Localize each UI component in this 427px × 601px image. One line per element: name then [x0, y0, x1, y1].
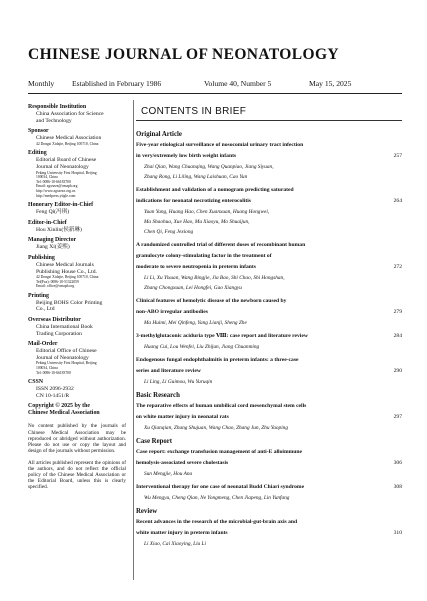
masthead-line: ISSN 2096-2932 — [36, 386, 74, 393]
article-title-line: in very/extremely low birth weight infants — [136, 153, 237, 159]
article-authors-line: Chen Qi, Feng Jexiong — [144, 229, 194, 235]
masthead-line: Journal of Neonatology — [36, 354, 89, 361]
masthead-section — [28, 220, 126, 234]
masthead-address-line: Peking University First Hospital, Beijing — [36, 170, 97, 175]
article-authors-line: Li Ling, Li Guimou, Wu Yuruqin — [144, 379, 213, 385]
masthead-section — [28, 403, 126, 417]
article-title-row — [136, 447, 402, 458]
article-page-number: 264 — [393, 198, 402, 204]
article-title-line: indications for neonatal necrotizing enterocolitis — [136, 198, 251, 204]
masthead-line: Hou Xinlin(侯新琳) — [36, 226, 82, 233]
article-page-number: 306 — [393, 460, 402, 466]
masthead-heading: Printing — [28, 292, 49, 299]
masthead-heading: Overseas Distributor — [28, 317, 81, 324]
masthead-heading: Editing — [28, 150, 47, 157]
article-entry — [136, 240, 402, 293]
article-title-line: granulocyte colony-stimulating factor in the treatment of — [136, 253, 272, 259]
article-entry — [136, 296, 402, 328]
article-title-row — [136, 331, 402, 342]
masthead-heading: Managing Director — [28, 237, 77, 244]
masthead-heading: CSSN — [28, 379, 44, 386]
article-page-number: 257 — [393, 153, 402, 159]
masthead-line: Editorial Office of Chinese — [36, 348, 97, 355]
masthead-address-line: 42 Dongsi Xidajie, Beijing 100710, China — [36, 141, 99, 146]
masthead-section — [28, 341, 126, 375]
masthead-address-line: Peking University First Hospital, Beijing — [36, 361, 97, 366]
article-title-line: The reparative effects of human umbilical cord mesenchymal stem cells — [136, 403, 307, 409]
article-authors-line: Yuan Yang, Huang Hao, Chen Xuanxuan, Huang Hongwei, — [144, 209, 270, 215]
article-authors-line: Wu Mengyu, Cheng Qian, Ne Yongmeng, Chen Jiapeng, Lin Yunfang — [144, 495, 290, 501]
contents-rule — [136, 120, 402, 121]
masthead-heading: Copyright © 2025 by the — [28, 403, 91, 410]
article-title-line: Five-year etiological surveillance of nosocomial urinary tract infection — [136, 142, 304, 148]
masthead-section — [28, 128, 126, 146]
masthead-address-line: 100034, China — [36, 366, 58, 371]
column-divider — [133, 100, 134, 580]
article-page-number: 284 — [393, 333, 402, 339]
copyright-notice: All articles published represent the opinions of the authors, and do not reflect the official policy of the Chinese Medical Association or the Editorial Board, unless this is clearly specified. — [28, 459, 126, 491]
article-authors-line: Zhai Qian, Wang Chuanqing, Wang Quanpiao, Jiang Siyuan, — [144, 164, 274, 170]
issue-established: Established in February 1986 — [72, 79, 162, 88]
masthead-address-line: Tel: 0086-10-66183700 — [36, 179, 71, 184]
issue-line — [28, 79, 408, 88]
article-title-row — [136, 366, 402, 377]
masthead-line: Trading Corporation — [36, 330, 82, 337]
article-page-number: 310 — [393, 530, 402, 536]
article-page-number: 272 — [393, 264, 402, 270]
masthead-line: Chinese Medical Journals — [36, 261, 94, 268]
article-authors-line: Sun Mengjie, Hou Ana — [144, 471, 193, 477]
masthead-line: Beijing BOHS Color Printing — [36, 299, 103, 306]
contents-list — [136, 126, 402, 552]
section-heading: Review — [136, 508, 158, 515]
article-title-row — [136, 412, 402, 423]
masthead-section — [28, 202, 126, 216]
article-title-row — [136, 458, 402, 469]
masthead-section — [28, 104, 126, 124]
article-title-line: 3-methylglutaconic aciduria type Ⅷ: case report and literature review — [136, 333, 308, 339]
article-authors-line: Huang Cui, Lou Wenfei, Liu Zhijun, Jiang Chuanming — [144, 344, 260, 350]
section-heading: Original Article — [136, 131, 182, 138]
header-rule — [28, 93, 402, 94]
article-title-row — [136, 151, 402, 162]
masthead-address-line: 100034, China — [36, 175, 58, 180]
masthead-address-line: Email: zgxsezz@cmaph.org — [36, 184, 78, 189]
masthead-line: Publishing House Co., Ltd. — [36, 268, 97, 275]
issue-frequency: Monthly — [28, 79, 55, 88]
section-heading: Case Report — [136, 438, 173, 445]
article-entry — [136, 447, 402, 479]
article-title-row — [136, 296, 402, 307]
masthead-section — [28, 255, 126, 289]
masthead-line: China Association for Science — [36, 111, 104, 117]
article-title-line: Recent advances in the research of the microbial-gut-brain axis and — [136, 519, 298, 525]
masthead-line: and Technology — [36, 117, 72, 124]
masthead-line: Jiang Xi(姜熙) — [36, 244, 70, 251]
contents-title: CONTENTS IN BRIEF — [141, 106, 247, 117]
journal-title: CHINESE JOURNAL OF NEONATOLOGY — [28, 46, 339, 63]
masthead-line: Journal of Neonatology — [36, 163, 89, 170]
article-title-row — [136, 185, 402, 196]
article-title-line: A randomized controlled trial of different doses of recombinant human — [136, 242, 306, 248]
masthead-section — [28, 237, 126, 251]
masthead-line: CN 10-1451/R — [36, 392, 70, 399]
masthead-heading: Editor-in-Chief — [28, 219, 67, 226]
masthead-line: Editorial Board of Chinese — [36, 157, 97, 164]
article-authors-line: Li Li, Xu Yixuan, Wang Bingjie, Jia Bao, Shi Chao, Shi Hongshan, — [144, 275, 285, 281]
article-authors-line: Xu Qianqian, Zhang Shujuan, Wang Chao, Zhang Jun, Zhu Yaoping — [144, 425, 288, 431]
article-title-line: on white matter injury in neonatal rats — [136, 414, 229, 420]
masthead-address-line: http://www.zgxsezz.org.cn — [36, 188, 76, 193]
article-title-row — [136, 307, 402, 318]
article-title-row — [136, 355, 402, 366]
masthead-line: Chinese Medical Association — [36, 135, 102, 142]
article-title-line: moderate to severe neutropenia in preterm infants — [136, 264, 256, 270]
article-authors-line: Li Xiao, Cai Xiaoying, Liu Li — [144, 541, 206, 547]
article-title-row — [136, 528, 402, 539]
masthead-line: Co., Ltd — [36, 306, 55, 313]
masthead-address-line: 42 Dongsi Xidajie, Beijing 100710, China — [36, 275, 99, 280]
article-title-line: Establishment and validation of a nomogram predicting saturated — [136, 187, 294, 193]
masthead-section — [28, 150, 126, 198]
article-title-line: Endogenous fungal endophthalmitis in preterm infants: a three-case — [136, 357, 299, 363]
article-title-row — [136, 262, 402, 273]
masthead-heading: Sponsor — [28, 128, 49, 135]
article-title-line: series and literature review — [136, 368, 201, 374]
contents-header — [136, 104, 402, 121]
masthead-address-line: http://medpress.yiigle.com — [36, 193, 76, 198]
article-title-line: Case report: exchange transfusion management of anti-E alloimmune — [136, 449, 302, 455]
article-title-row — [136, 251, 402, 262]
masthead-heading: Honorary Editor-in-Chief — [28, 202, 94, 209]
article-title-row — [136, 140, 402, 151]
article-title-line: non-ABO irregular antibodies — [136, 309, 208, 315]
article-entry — [136, 401, 402, 433]
article-title-line: Clinical features of hemolytic disease of the newborn caused by — [136, 298, 287, 304]
article-entry — [136, 185, 402, 237]
section-heading: Basic Research — [136, 392, 180, 399]
article-authors-line: Ma Shaohua, Xue Hao, Mu Xiaoyu, Mo Shuaijun, — [144, 219, 250, 225]
article-title-line: Interventional therapy for one case of neonatal Budd Chiari syndrome — [136, 484, 305, 490]
masthead-sidebar — [28, 104, 126, 490]
article-title-line: white matter injury in preterm infants — [136, 530, 228, 536]
article-entry — [136, 482, 402, 503]
masthead-heading: Chinese Medical Association — [28, 410, 100, 417]
masthead-address-line: Email: office@cmaph.org — [36, 284, 75, 289]
issue-volume: Volume 40, Number 5 — [204, 79, 272, 88]
masthead-section — [28, 293, 126, 313]
article-title-row — [136, 240, 402, 251]
article-title-row — [136, 196, 402, 207]
article-entry — [136, 355, 402, 387]
article-authors-line: Ma Huimi, Mei Qinfeng, Yang Lianji, Sheng Zhe — [144, 320, 247, 326]
article-authors-line: Zhang Rong, Li Liling, Wang Laishuan, Cao Yun — [144, 174, 248, 180]
masthead-heading: Responsible Institution — [28, 104, 87, 110]
article-title-row — [136, 401, 402, 412]
masthead-line: Feng Qi(冯琪) — [36, 209, 70, 216]
masthead-line: China International Book — [36, 324, 93, 331]
article-page-number: 297 — [393, 414, 402, 420]
copyright-notice: No content published by the journals of Chinese Medical Association may be reproduced or abridged without authorization. Please do not use or copy the layout and design of the journals without permission. — [28, 423, 126, 454]
article-page-number: 290 — [393, 368, 402, 374]
masthead-section — [28, 379, 126, 399]
masthead-heading: Publishing — [28, 254, 55, 261]
masthead-address-line: Tel(Fax): 0086-10-51322059 — [36, 279, 79, 284]
article-title-line: hemolysis-associated severe cholestasis — [136, 460, 229, 466]
masthead-heading: Mail-Order — [28, 341, 58, 348]
article-title-row — [136, 482, 402, 493]
article-entry — [136, 517, 402, 549]
article-title-row — [136, 517, 402, 528]
masthead-section — [28, 317, 126, 337]
article-page-number: 308 — [393, 484, 402, 490]
article-page-number: 279 — [393, 309, 402, 315]
article-entry — [136, 331, 402, 352]
issue-date: May 15, 2025 — [309, 79, 352, 88]
article-authors-line: Zhang Chongxuan, Lei Hongfei, Gao Xiangyu — [144, 285, 242, 291]
masthead-address-line: Tel: 0086-10-66183700 — [36, 370, 71, 375]
article-entry — [136, 140, 402, 182]
